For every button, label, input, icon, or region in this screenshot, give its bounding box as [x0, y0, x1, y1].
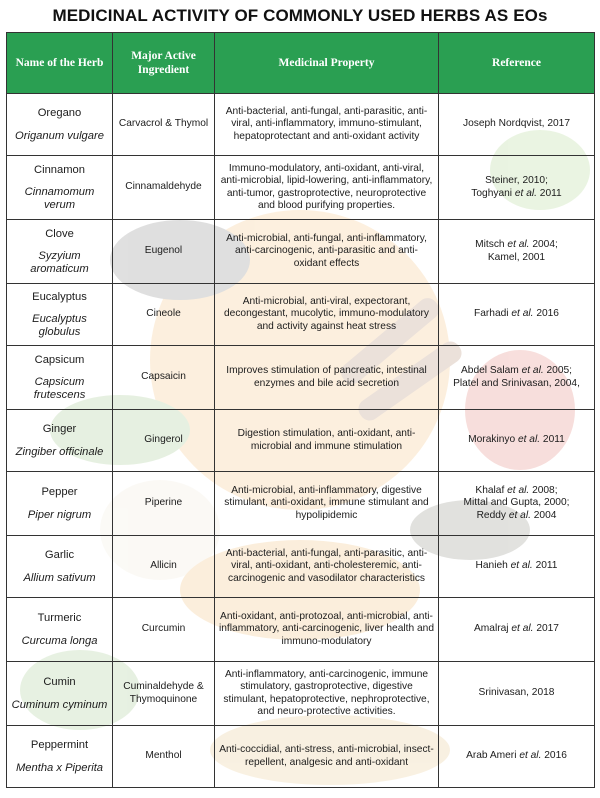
table-row — [7, 662, 595, 726]
herb-name-cell — [7, 662, 113, 726]
medicinal-property-cell: Anti-coccidial, anti-stress, anti-microbial, insect-repellent, analgesic and anti-oxidant — [215, 726, 439, 788]
herb-common-name: Eucalyptus — [32, 290, 87, 303]
reference-line — [443, 623, 590, 635]
reference-et-al: et al. — [507, 239, 530, 251]
reference-author: Khalaf — [475, 484, 508, 496]
reference-author: Kamel, 2001 — [487, 251, 546, 263]
reference-author: Mittal and Gupta, 2000; — [463, 497, 570, 509]
reference-cell — [439, 410, 595, 472]
herb-name-cell — [7, 284, 113, 346]
active-ingredient-cell: Allicin — [113, 536, 215, 598]
reference-et-al: et al. — [508, 509, 531, 521]
herb-scientific-name: Cinnamomum verum — [24, 186, 95, 211]
reference-author: Platel and Srinivasan, 2004, — [453, 377, 580, 389]
reference-year: 2005; — [543, 365, 572, 377]
herbs-table — [6, 32, 595, 788]
table-row — [7, 156, 595, 220]
herb-name-cell — [7, 410, 113, 472]
reference-et-al: et al. — [519, 750, 542, 762]
table-row — [7, 598, 595, 662]
header-reference: Reference — [439, 33, 595, 94]
reference-line — [443, 365, 590, 377]
herb-common-name: Pepper — [41, 486, 78, 499]
reference-year: 2008; — [529, 484, 558, 496]
reference-author: Toghyani — [471, 187, 515, 199]
page-title: MEDICINAL ACTIVITY OF COMMONLY USED HERBS AS EOs — [52, 6, 548, 25]
herb-scientific-name: Zingiber officinale — [15, 445, 104, 458]
reference-author: Mitsch — [475, 239, 508, 251]
active-ingredient-cell: Gingerol — [113, 410, 215, 472]
table-row — [7, 346, 595, 410]
reference-line — [443, 485, 590, 497]
reference-author: Joseph Nordqvist, 2017 — [462, 118, 571, 130]
reference-line — [443, 750, 590, 762]
reference-author: Steiner, 2010; — [485, 175, 548, 187]
medicinal-property-cell: Anti-oxidant, anti-protozoal, anti-microbial, anti-inflammatory, anti-carcinogenic, liver health and immuno-modulatory — [215, 598, 439, 662]
reference-line — [443, 188, 590, 200]
reference-year: 2011 — [532, 560, 558, 572]
reference-year: 2016 — [541, 750, 567, 762]
reference-et-al: et al. — [514, 187, 537, 199]
herb-common-name: Ginger — [42, 423, 77, 436]
herb-scientific-name: Capsicum frutescens — [33, 376, 86, 401]
reference-line — [443, 560, 590, 572]
reference-cell — [439, 536, 595, 598]
table-row — [7, 94, 595, 156]
reference-year: 2016 — [533, 308, 559, 320]
reference-year: 2004 — [530, 509, 557, 521]
reference-cell — [439, 94, 595, 156]
medicinal-property-cell: Anti-microbial, anti-inflammatory, digestive stimulant, anti-oxidant, immune stimulant and hypolipidemic — [215, 472, 439, 536]
active-ingredient-cell: Cuminaldehyde & Thymoquinone — [113, 662, 215, 726]
table-row — [7, 284, 595, 346]
herb-scientific-name: Piper nigrum — [27, 508, 92, 521]
reference-author: Abdel Salam — [460, 365, 522, 377]
reference-cell — [439, 726, 595, 788]
reference-year: 2011 — [536, 187, 562, 199]
header-ingredient: Major Active Ingredient — [113, 33, 215, 94]
reference-line — [443, 378, 590, 390]
reference-author: Reddy — [476, 509, 509, 521]
table-header-row — [7, 33, 595, 94]
reference-author: Arab Ameri — [466, 750, 520, 762]
reference-line — [443, 497, 590, 509]
medicinal-property-cell: Anti-bacterial, anti-fungal, anti-parasitic, anti-viral, anti-inflammatory, immuno-stimulant, hepatoprotectant and anti-oxidant activity — [215, 94, 439, 156]
medicinal-property-cell: Improves stimulation of pancreatic, intestinal enzymes and bile acid secretion — [215, 346, 439, 410]
herb-scientific-name: Origanum vulgare — [15, 129, 104, 142]
herb-name-cell — [7, 726, 113, 788]
herb-scientific-name: Eucalyptus globulus — [32, 313, 87, 338]
herb-common-name: Turmeric — [37, 612, 82, 625]
reference-cell — [439, 598, 595, 662]
herb-scientific-name: Mentha x Piperita — [15, 761, 104, 774]
herb-name-cell — [7, 156, 113, 220]
herb-common-name: Clove — [45, 227, 74, 240]
reference-line — [443, 308, 590, 320]
herb-common-name: Capsicum — [34, 353, 85, 366]
reference-et-al: et al. — [517, 434, 541, 446]
reference-author: Morakinyo — [468, 434, 518, 446]
table-row — [7, 220, 595, 284]
reference-author: Farhadi — [474, 308, 512, 320]
table-row — [7, 726, 595, 788]
active-ingredient-cell: Menthol — [113, 726, 215, 788]
reference-author: Srinivasan, 2018 — [478, 687, 555, 699]
reference-et-al: et al. — [507, 484, 530, 496]
table-row — [7, 410, 595, 472]
medicinal-property-cell: Anti-inflammatory, anti-carcinogenic, immune stimulatory, gastroprotective, digestive stimulant, hepatoprotective, nephroprotective, and neuro-protective activities. — [215, 662, 439, 726]
reference-line — [443, 687, 590, 699]
reference-line — [443, 434, 590, 446]
herb-common-name: Garlic — [44, 549, 75, 562]
active-ingredient-cell: Cinnamaldehyde — [113, 156, 215, 220]
reference-et-al: et al. — [511, 623, 534, 635]
herb-scientific-name: Curcuma longa — [21, 634, 98, 647]
herb-scientific-name: Cuminum cyminum — [11, 698, 108, 711]
medicinal-property-cell: Anti-microbial, anti-viral, expectorant, decongestant, mucolytic, immuno-modulatory and activity against heat stress — [215, 284, 439, 346]
herb-name-cell — [7, 94, 113, 156]
reference-author: Hanieh — [475, 560, 511, 572]
reference-author: Amalraj — [474, 623, 512, 635]
reference-line — [443, 252, 590, 264]
herb-scientific-name: Syzyium aromaticum — [30, 250, 89, 275]
reference-year: 2017 — [533, 623, 559, 635]
reference-cell — [439, 156, 595, 220]
reference-cell — [439, 346, 595, 410]
reference-line — [443, 239, 590, 251]
reference-line — [443, 175, 590, 187]
herb-scientific-name: Allium sativum — [23, 571, 96, 584]
reference-et-al: et al. — [511, 308, 534, 320]
herb-common-name: Cinnamon — [34, 163, 85, 176]
active-ingredient-cell: Cineole — [113, 284, 215, 346]
active-ingredient-cell: Eugenol — [113, 220, 215, 284]
herb-common-name: Oregano — [37, 107, 82, 120]
table-row — [7, 472, 595, 536]
reference-line — [443, 118, 590, 130]
herb-common-name: Cumin — [43, 676, 76, 689]
table-body — [7, 94, 595, 788]
active-ingredient-cell: Piperine — [113, 472, 215, 536]
active-ingredient-cell: Curcumin — [113, 598, 215, 662]
active-ingredient-cell: Capsaicin — [113, 346, 215, 410]
herb-name-cell — [7, 472, 113, 536]
herb-name-cell — [7, 346, 113, 410]
reference-line — [443, 510, 590, 522]
reference-cell — [439, 662, 595, 726]
header-herb: Name of the Herb — [7, 33, 113, 94]
herb-name-cell — [7, 220, 113, 284]
reference-et-al: et al. — [521, 365, 544, 377]
table-row — [7, 536, 595, 598]
reference-year: 2004; — [529, 239, 558, 251]
reference-cell — [439, 472, 595, 536]
reference-et-al: et al. — [510, 560, 533, 572]
medicinal-property-cell: Anti-microbial, anti-fungal, anti-inflammatory, anti-carcinogenic, anti-parasitic and anti-oxidant effects — [215, 220, 439, 284]
reference-year: 2011 — [540, 434, 565, 446]
herb-name-cell — [7, 536, 113, 598]
active-ingredient-cell: Carvacrol & Thymol — [113, 94, 215, 156]
reference-cell — [439, 284, 595, 346]
medicinal-property-cell: Digestion stimulation, anti-oxidant, anti-microbial and immune stimulation — [215, 410, 439, 472]
medicinal-property-cell: Immuno-modulatory, anti-oxidant, anti-viral, anti-microbial, lipid-lowering, anti-inflammatory, anti-tumor, gastroprotective, neuroprotective and blood purifying properties. — [215, 156, 439, 220]
herb-common-name: Peppermint — [30, 739, 89, 752]
header-property: Medicinal Property — [215, 33, 439, 94]
herb-name-cell — [7, 598, 113, 662]
medicinal-property-cell: Anti-bacterial, anti-fungal, anti-parasitic, anti-viral, anti-oxidant, anti-cholesteremic, anti-carcinogenic and vasodilator characteristics — [215, 536, 439, 598]
reference-cell — [439, 220, 595, 284]
